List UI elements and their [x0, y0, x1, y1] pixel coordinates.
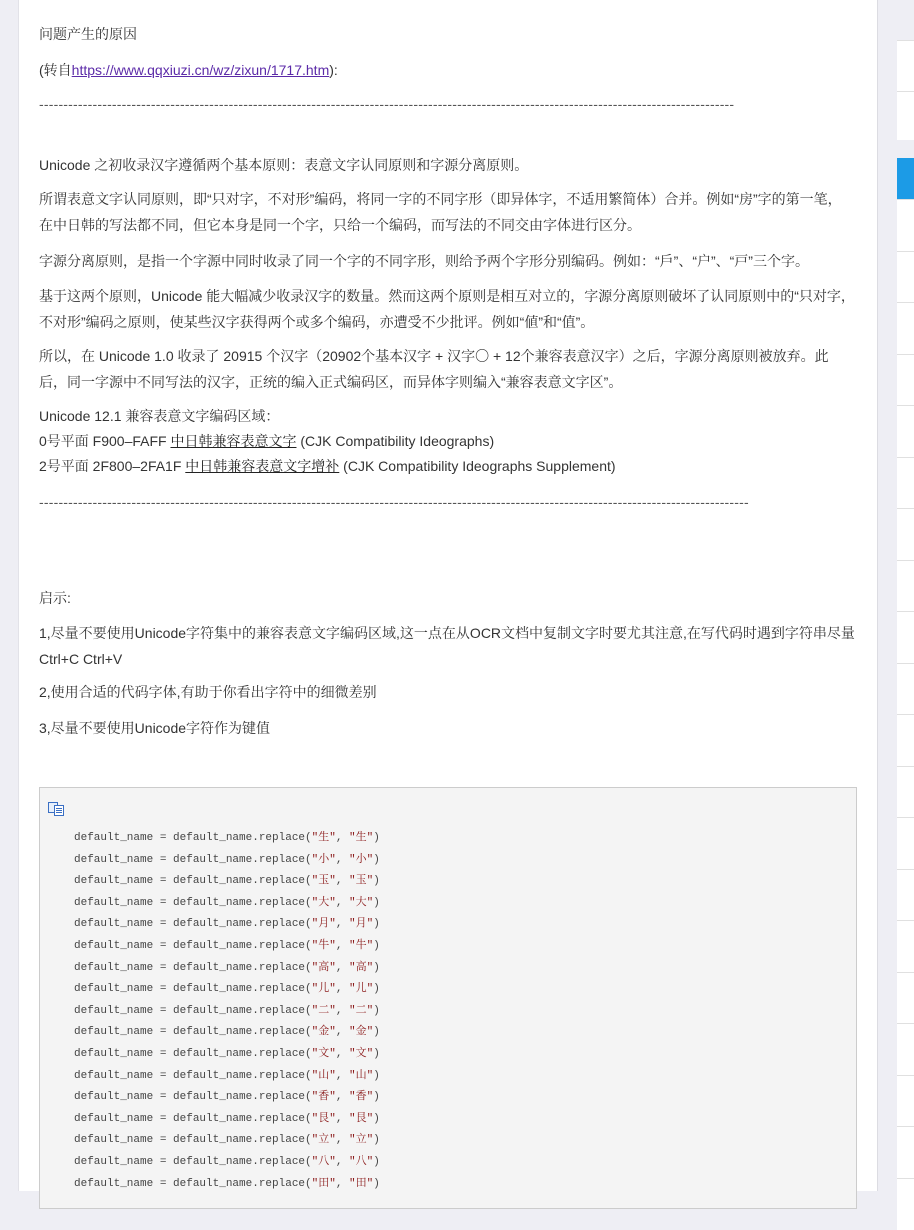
string-literal: "玉": [349, 875, 374, 888]
sidebar-item[interactable]: [897, 1023, 914, 1075]
code-token: default_name = default_name.replace(: [74, 939, 312, 952]
code-token: ,: [335, 853, 350, 866]
sidebar-item[interactable]: [897, 40, 914, 91]
string-literal: "⽴": [311, 1134, 336, 1147]
code-token: ): [373, 961, 380, 974]
code-token: ,: [335, 1134, 350, 1147]
code-token: ): [373, 1091, 380, 1104]
code-line: [74, 1130, 380, 1152]
code-token: ): [373, 1112, 380, 1125]
code-line: [74, 979, 380, 1001]
sidebar-item[interactable]: [897, 920, 914, 972]
sidebar-item[interactable]: [897, 714, 914, 766]
string-literal: "山": [349, 1069, 374, 1082]
code-line: [74, 1174, 380, 1196]
code-token: ,: [335, 1112, 350, 1125]
source-line: [39, 57, 855, 83]
code-token: ,: [335, 1091, 350, 1104]
string-literal: "⽟": [311, 875, 336, 888]
code-token: ): [373, 1047, 380, 1060]
range-label: 0号平面 F900–FAFF: [39, 433, 171, 449]
string-literal: "⼩": [311, 853, 336, 866]
code-token: default_name = default_name.replace(: [74, 1155, 312, 1168]
copy-icon[interactable]: [48, 802, 64, 816]
range-desc: (CJK Compatibility Ideographs): [296, 433, 495, 449]
code-token: ,: [335, 832, 350, 844]
code-token: ): [373, 1069, 380, 1082]
code-token: ,: [335, 896, 350, 909]
string-literal: "金": [349, 1026, 374, 1039]
code-token: default_name = default_name.replace(: [74, 1026, 312, 1039]
code-token: default_name = default_name.replace(: [74, 918, 312, 931]
code-token: ): [373, 853, 380, 866]
code-token: ): [373, 832, 380, 844]
sidebar-item[interactable]: [897, 560, 914, 612]
string-literal: "牛": [349, 939, 374, 952]
code-line: [74, 1066, 380, 1088]
compat-line-2: [39, 454, 855, 479]
code-token: default_name = default_name.replace(: [74, 983, 312, 996]
string-literal: "⼋": [311, 1155, 336, 1168]
string-literal: "文": [349, 1047, 374, 1060]
sidebar-item-active[interactable]: [897, 158, 914, 199]
string-literal: "⼭": [311, 1069, 336, 1082]
article-card: [18, 0, 878, 1191]
code-token: default_name = default_name.replace(: [74, 1004, 312, 1017]
range-label: 2号平面 2F800–2FA1F: [39, 458, 186, 474]
string-literal: "⾼": [311, 961, 336, 974]
code-token: ): [373, 1004, 380, 1017]
code-token: ,: [335, 1177, 350, 1190]
code-line: [74, 1001, 380, 1023]
code-token: ): [373, 1155, 380, 1168]
code-line: [74, 1022, 380, 1044]
string-literal: "香": [349, 1091, 374, 1104]
code-token: default_name = default_name.replace(: [74, 1047, 312, 1060]
string-literal: "⾹": [311, 1091, 336, 1104]
code-token: ): [373, 983, 380, 996]
sidebar-item[interactable]: [897, 91, 914, 140]
string-literal: "月": [349, 918, 374, 931]
code-token: ,: [335, 1155, 350, 1168]
sidebar-item[interactable]: [897, 405, 914, 457]
sidebar-item[interactable]: [897, 508, 914, 560]
string-literal: "⽣": [311, 832, 336, 844]
sidebar-item[interactable]: [897, 766, 914, 818]
cjk-compat-link[interactable]: 中日韩兼容表意文字: [170, 433, 297, 449]
string-literal: "高": [349, 961, 374, 974]
string-literal: "儿": [349, 983, 374, 996]
code-token: default_name = default_name.replace(: [74, 875, 312, 888]
sidebar-item[interactable]: [897, 611, 914, 663]
string-literal: "八": [349, 1155, 374, 1168]
sidebar-item[interactable]: [897, 817, 914, 869]
code-line: [74, 850, 380, 872]
paragraph: 字源分离原则，是指一个字源中同时收录了同一个字的不同字形，则给予两个字形分别编码。例如：“戶”、“户”、“戸”三个字。: [39, 253, 809, 269]
code-token: default_name = default_name.replace(: [74, 1177, 312, 1190]
code-token: default_name = default_name.replace(: [74, 961, 312, 974]
paragraph: Unicode 之初收录汉字遵循两个基本原则：表意文字认同原则和字源分离原则。: [39, 157, 529, 173]
code-token: ): [373, 1134, 380, 1147]
code-token: default_name = default_name.replace(: [74, 1091, 312, 1104]
source-link[interactable]: https://www.qqxiuzi.cn/wz/zixun/1717.htm: [71, 62, 330, 78]
sidebar-item[interactable]: [897, 199, 914, 251]
sidebar-item[interactable]: [897, 457, 914, 509]
compat-ranges: [39, 404, 855, 479]
sidebar-item[interactable]: [897, 869, 914, 921]
string-literal: "田": [349, 1177, 374, 1190]
range-desc: (CJK Compatibility Ideographs Supplement): [339, 458, 616, 474]
compat-title: Unicode 12.1 兼容表意文字编码区域：: [39, 408, 280, 424]
code-token: default_name = default_name.replace(: [74, 832, 312, 844]
code-token: ,: [335, 1026, 350, 1039]
code-line: [74, 914, 380, 936]
string-literal: "生": [349, 832, 374, 844]
string-literal: "⽂": [311, 1047, 336, 1060]
string-literal: "二": [349, 1004, 374, 1017]
code-token: ): [373, 918, 380, 931]
divider: -----------------------------------------------------------------------------------------------------------------------------------------------: [39, 96, 735, 112]
code-line: [74, 936, 380, 958]
hint-title: 启示:: [39, 590, 71, 606]
hint-item: 3,尽量不要使用Unicode字符作为键值: [39, 720, 271, 736]
code-token: ,: [335, 983, 350, 996]
sidebar-item[interactable]: [897, 302, 914, 354]
string-literal: "⾦": [311, 1026, 336, 1039]
code-line: [74, 1152, 380, 1174]
string-literal: "⽥": [311, 1177, 336, 1190]
sidebar-item[interactable]: [897, 354, 914, 406]
hint-item: 1,尽量不要使用Unicode字符集中的兼容表意文字编码区域,这一点在从OCR文档中复制文字时要尤其注意,在写代码时遇到字符串尽量Ctrl+C Ctrl+V: [39, 625, 855, 667]
string-literal: "⽜": [311, 939, 336, 952]
code-token: ): [373, 896, 380, 909]
source-suffix: ):: [329, 62, 338, 78]
source-prefix: (转自: [39, 62, 72, 78]
paragraph: 所谓表意文字认同原则，即“只对字，不对形”编码，将同一字的不同字形（即异体字，不适用繁简体）合并。例如“房”字的第一笔，在中日韩的写法都不同，但它本身是同一个字，只给一个编码，而写法的不同交由字体进行区分。: [39, 191, 842, 233]
code-token: ,: [335, 939, 350, 952]
compat-line-1: [39, 429, 855, 454]
sidebar-item[interactable]: [897, 1075, 914, 1127]
section-heading: 问题产生的原因: [39, 26, 137, 42]
code-line: [74, 871, 380, 893]
code-token: default_name = default_name.replace(: [74, 1134, 312, 1147]
string-literal: "艮": [349, 1112, 374, 1125]
code-token: ): [373, 1177, 380, 1190]
code-token: ): [373, 875, 380, 888]
code-block: [39, 787, 857, 1209]
code-token: default_name = default_name.replace(: [74, 853, 312, 866]
code-token: ,: [335, 918, 350, 931]
code-token: ,: [335, 961, 350, 974]
code-token: default_name = default_name.replace(: [74, 896, 312, 909]
string-literal: "⼆": [311, 1004, 336, 1017]
code-lines: [74, 828, 380, 1195]
paragraph: 所以，在 Unicode 1.0 收录了 20915 个汉字（20902个基本汉字 + 汉字〇 + 12个兼容表意汉字）之后，字源分离原则被放弃。此后，同一字源中不同写法的汉字，正统的编入正式编码区，而异体字则编入“兼容表意文字区”。: [39, 348, 829, 390]
code-token: ,: [335, 875, 350, 888]
code-line: [74, 1087, 380, 1109]
sidebar-item[interactable]: [897, 1178, 914, 1230]
code-line: [74, 1044, 380, 1066]
code-token: ,: [335, 1047, 350, 1060]
code-token: default_name = default_name.replace(: [74, 1112, 312, 1125]
string-literal: "⼤": [311, 896, 336, 909]
string-literal: "⾉": [311, 1112, 336, 1125]
right-sidebar: [897, 0, 914, 1191]
code-token: ): [373, 939, 380, 952]
sidebar-item[interactable]: [897, 663, 914, 715]
code-token: ): [373, 1026, 380, 1039]
sidebar-item[interactable]: [897, 1126, 914, 1178]
hint-item: 2,使用合适的代码字体,有助于你看出字符中的细微差别: [39, 684, 377, 700]
code-line: [74, 1109, 380, 1131]
paragraph: 基于这两个原则，Unicode 能大幅减少收录汉字的数量。然而这两个原则是相互对立的，字源分离原则破坏了认同原则中的“只对字，不对形”编码之原则，使某些汉字获得两个或多个编码，亦遭受不少批评。例如“値”和“值”。: [39, 288, 855, 330]
code-token: ,: [335, 1069, 350, 1082]
cjk-compat-supplement-link[interactable]: 中日韩兼容表意文字增补: [185, 458, 340, 474]
sidebar-item[interactable]: [897, 972, 914, 1024]
string-literal: "大": [349, 896, 374, 909]
sidebar-item[interactable]: [897, 251, 914, 303]
code-token: default_name = default_name.replace(: [74, 1069, 312, 1082]
string-literal: "立": [349, 1134, 374, 1147]
code-line: [74, 828, 380, 850]
code-line: [74, 893, 380, 915]
string-literal: "⼉": [311, 983, 336, 996]
code-line: [74, 958, 380, 980]
code-token: ,: [335, 1004, 350, 1017]
string-literal: "小": [349, 853, 374, 866]
string-literal: "⽉": [311, 918, 336, 931]
divider: --------------------------------------------------------------------------------------------------------------------------------------------------: [39, 494, 749, 510]
